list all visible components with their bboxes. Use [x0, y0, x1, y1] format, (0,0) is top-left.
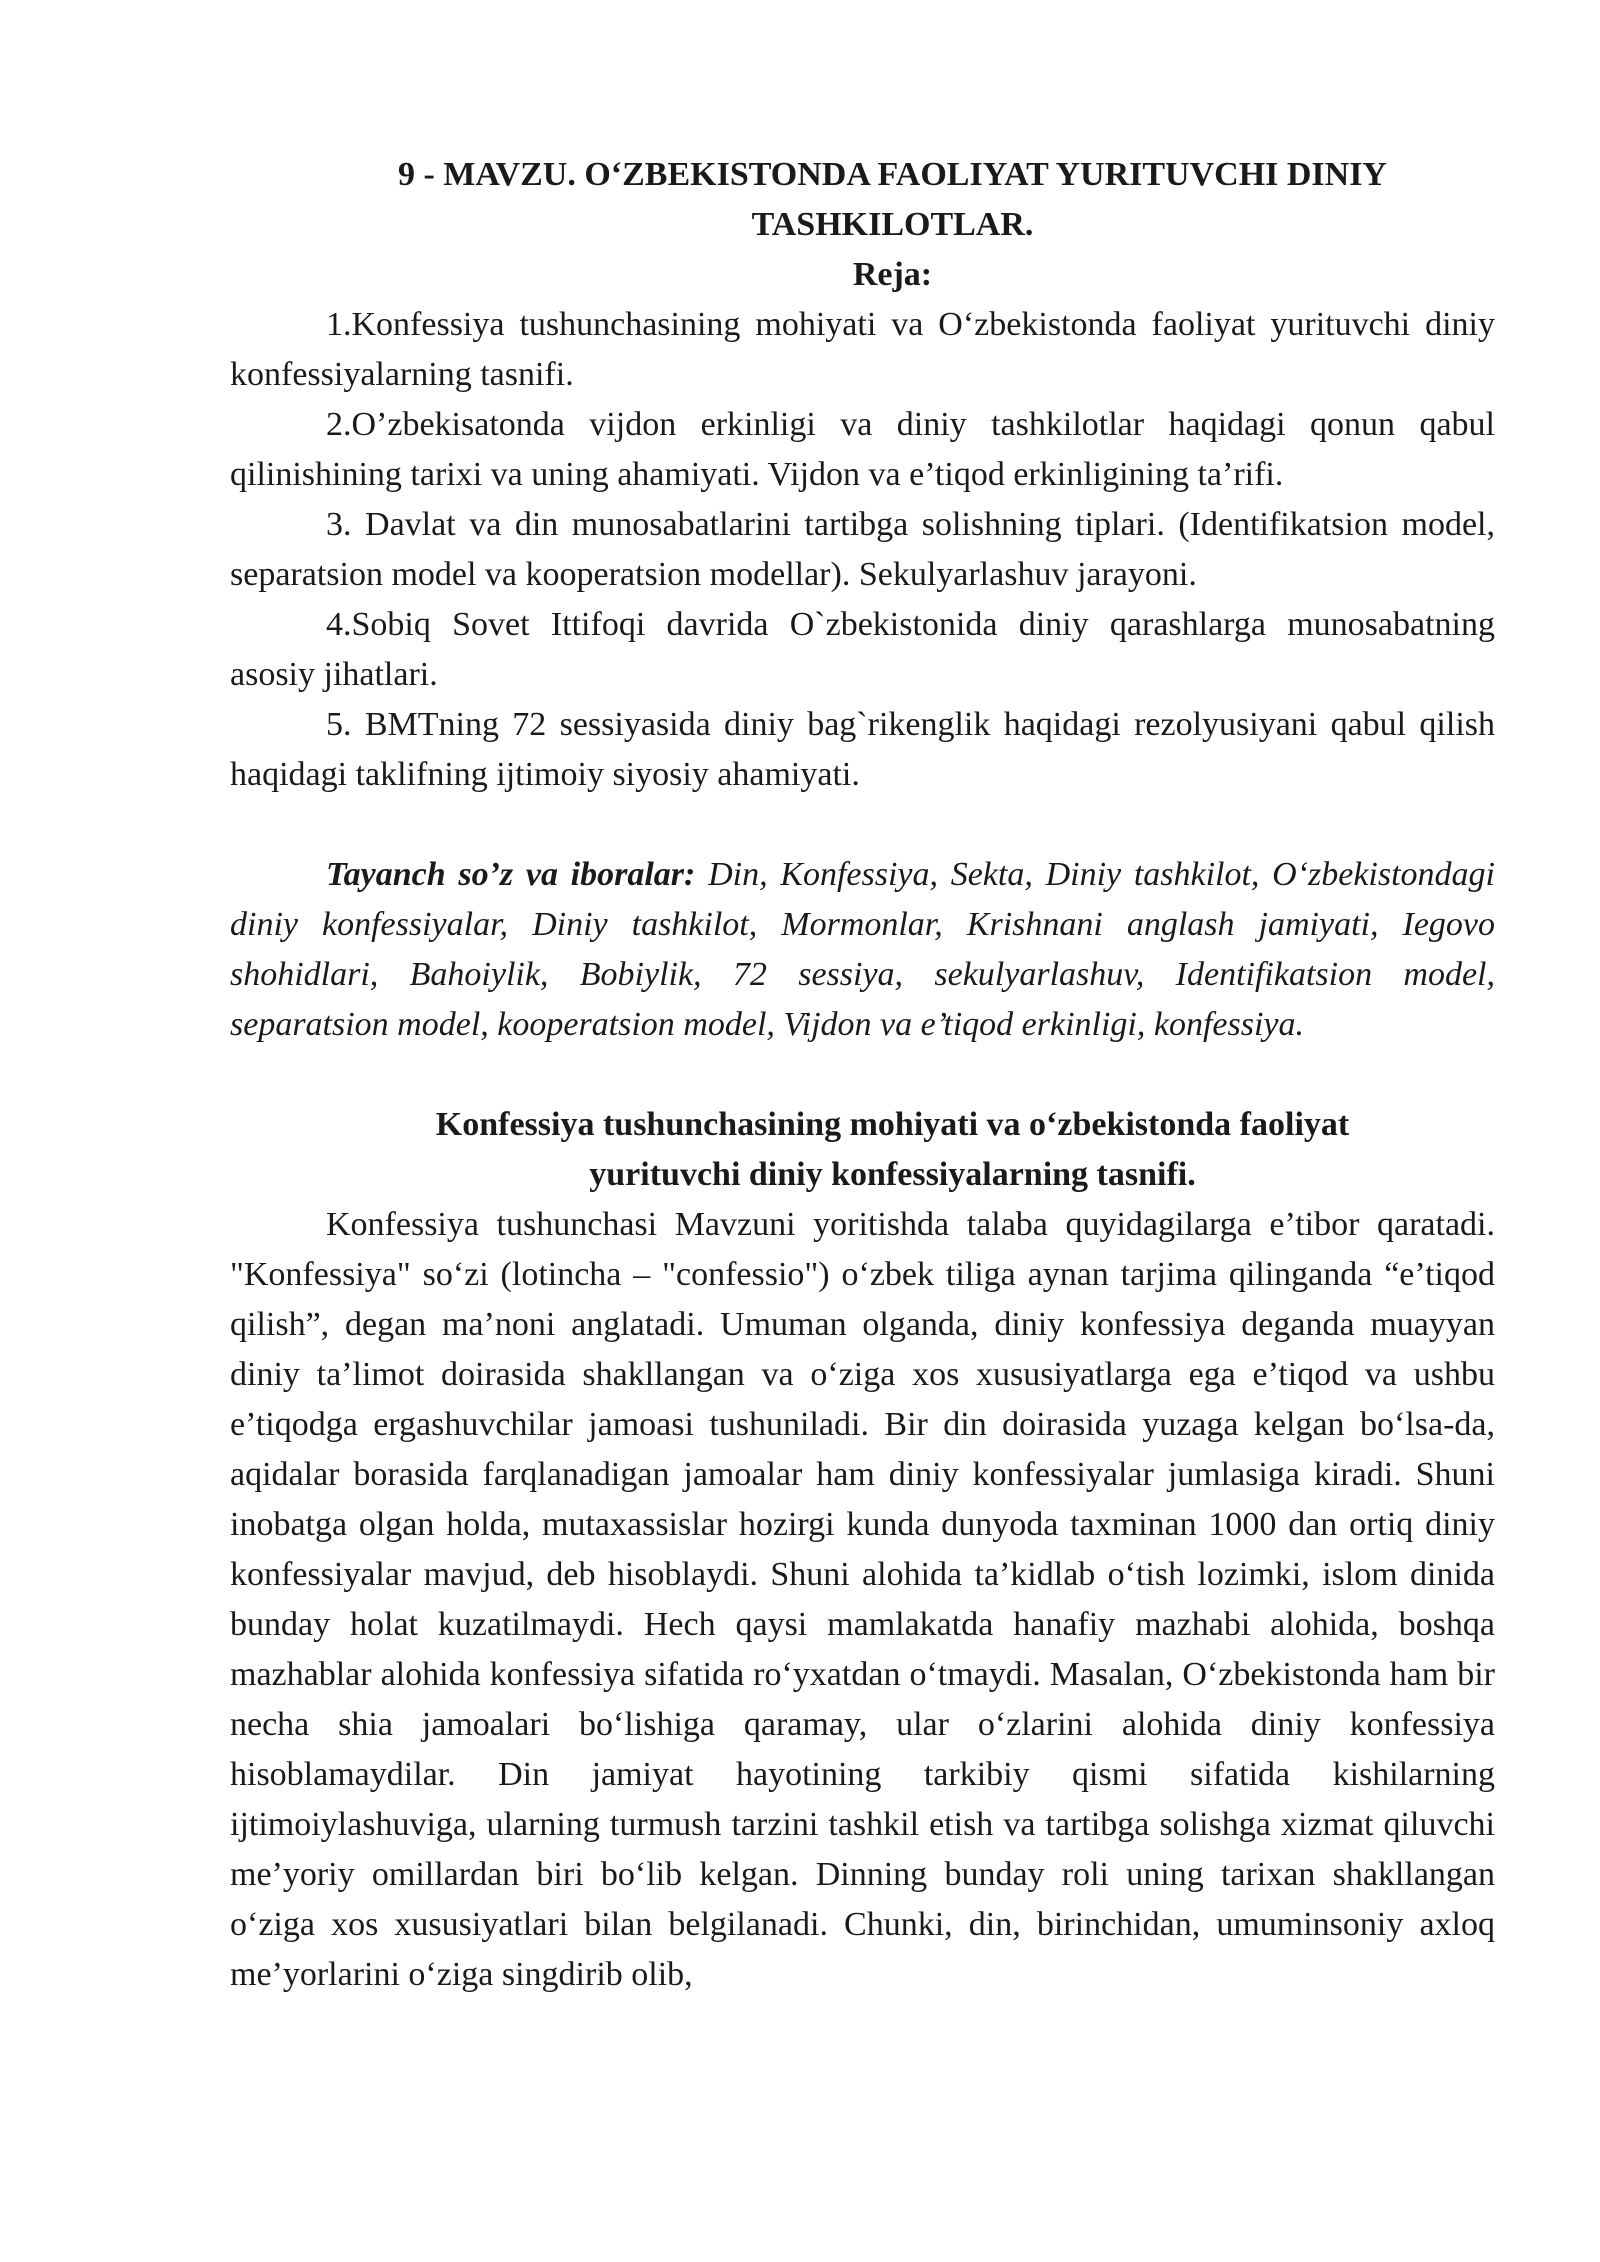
plan-item-4: 4.Sobiq Sovet Ittifoqi davrida O`zbekistonida diniy qarashlarga munosabatning asosiy jihatlari.: [230, 606, 1495, 693]
spacer: [230, 1050, 1495, 1100]
document-page: [230, 150, 1495, 2000]
keywords-text: Din, Konfessiya, Sekta, Diniy tashkilot, O‘zbekistondagi diniy konfessiyalar, Diniy tashkilot, Mormonlar, Krishnani anglash jamiyati, Iegovo shohidlari, Bahoiylik, Bobiylik, 72 sessiya, sekulyarlashuv, Identifikatsion model, separatsion model, kooperatsion model, Vijdon va e’tiqod erkinligi, konfessiya.: [230, 856, 1495, 1043]
keywords-paragraph: [230, 850, 1495, 1050]
section-body-paragraph: Konfessiya tushunchasi Mavzuni yoritishda talaba quyidagilarga e’tibor qaratadi. "Konfessiya" so‘zi (lotincha – "confessio") o‘zbek tiliga aynan tarjima qilinganda “e’tiqod qilish”, degan ma’noni anglatadi. Umuman olganda, diniy konfessiya deganda muayyan diniy ta’limot doirasida shakllangan va o‘ziga xos xususiyatlarga ega e’tiqod va ushbu e’tiqodga ergashuvchilar jamoasi tushuniladi. Bir din doirasida yuzaga kelgan bo‘lsa-da, aqidalar borasida farqlanadigan jamoalar ham diniy konfessiyalar jumlasiga kiradi. Shuni inobatga olgan holda, mutaxassislar hozirgi kunda dunyoda taxminan 1000 dan ortiq diniy konfessiyalar mavjud, deb hisoblaydi. Shuni alohida ta’kidlab o‘tish lozimki, islom dinida bunday holat kuzatilmaydi. Hech qaysi mamlakatda hanafiy mazhabi alohida, boshqa mazhablar alohida konfessiya sifatida ro‘yxatdan o‘tmaydi. Masalan, O‘zbekistonda ham bir necha shia jamoalari bo‘lishiga qaramay, ular o‘zlarini alohida diniy konfessiya hisoblamaydilar. Din jamiyat hayotining tarkibiy qismi sifatida kishilarning ijtimoiylashuviga, ularning turmush tarzini tashkil etish va tartibga solishga xizmat qiluvchi me’yoriy omillardan biri bo‘lib kelgan. Dinning bunday roli uning tarixan shakllangan o‘ziga xos xususiyatlari bilan belgilanadi. Chunki, din, birinchidan, umuminsoniy axloq me’yorlarini o‘ziga singdirib olib,: [230, 1206, 1495, 1993]
keywords-label: Tayanch so’z va iboralar:: [326, 856, 696, 893]
spacer: [230, 800, 1495, 850]
plan-heading: Reja:: [852, 256, 933, 293]
plan-item-3: 3. Davlat va din munosabatlarini tartibga solishning tiplari. (Identifikatsion model, separatsion model va kooperatsion modellar). Sekulyarlashuv jarayoni.: [230, 506, 1495, 593]
section-heading-line-2: yurituvchi diniy konfessiyalarning tasnifi.: [589, 1156, 1196, 1193]
page-title: [230, 150, 1495, 250]
page-title-line-1: 9 - MAVZU. O‘ZBEKISTONDA FAOLIYAT YURITUVCHI DINIY: [397, 156, 1387, 193]
page-title-line-2: TASHKILOTLAR.: [751, 206, 1034, 243]
section-heading: [230, 1100, 1495, 1200]
plan-list: [230, 300, 1495, 800]
section-heading-line-1: Konfessiya tushunchasining mohiyati va o‘zbekistonda faoliyat: [435, 1106, 1350, 1143]
plan-item-1: 1.Konfessiya tushunchasining mohiyati va O‘zbekistonda faoliyat yurituvchi diniy konfessiyalarning tasnifi.: [230, 306, 1495, 393]
plan-item-5: 5. BMTning 72 sessiyasida diniy bag`rikenglik haqidagi rezolyusiyani qabul qilish haqidagi taklifning ijtimoiy siyosiy ahamiyati.: [230, 706, 1495, 793]
plan-item-2: 2.O’zbekisatonda vijdon erkinligi va diniy tashkilotlar haqidagi qonun qabul qilinishining tarixi va uning ahamiyati. Vijdon va e’tiqod erkinligining ta’rifi.: [230, 406, 1495, 493]
